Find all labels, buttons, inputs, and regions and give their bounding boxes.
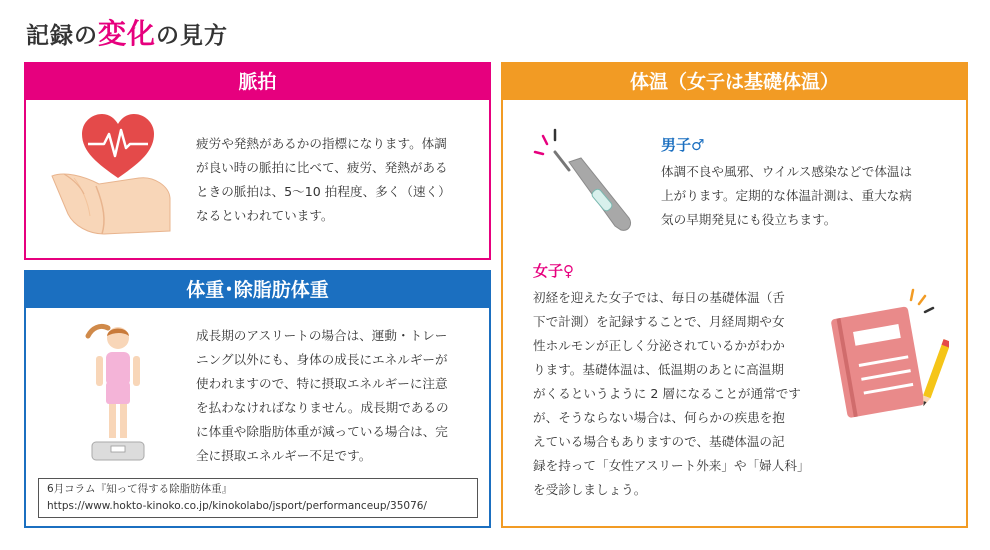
title-highlight: 変化	[98, 17, 157, 50]
girl-label: 女子♀	[533, 262, 574, 280]
temperature-heading: 体温（女子は基礎体温）	[503, 64, 966, 100]
weight-text-line: 使われますので、特に摂取エネルギーに注意	[196, 376, 448, 391]
temperature-panel	[501, 62, 968, 528]
girl-text-line: ります。基礎体温は、低温期のあとに高温期	[533, 362, 784, 377]
reference-note	[38, 478, 478, 518]
girl-text-line: 録を持って「女性アスリート外来」や「婦人科」	[533, 458, 810, 473]
girl-text-line: 性ホルモンが正しく分泌されているかがわか	[533, 338, 785, 353]
weight-text-line: に体重や除脂肪体重が減っている場合は、完	[196, 424, 448, 439]
notebook-pencil-icon	[829, 284, 949, 424]
girl-text-line: 下で計測）を記録することで、月経周期や女	[533, 314, 785, 329]
weight-panel	[24, 270, 491, 528]
reference-title: 6月コラム『知って得する除脂肪体重』	[47, 483, 233, 495]
boy-text-line: 気の早期発見にも役立ちます。	[661, 212, 837, 227]
pulse-text-line: なるといわれています。	[196, 208, 334, 223]
girl-text-line: が、そうならない場合は、何らかの疾患を抱	[533, 410, 785, 425]
title-prefix: 記録の	[26, 23, 98, 49]
pulse-text-line: ときの脈拍は、5〜10 拍程度、多く（速く）	[196, 184, 451, 199]
girl-text-line: がくるというように 2 層になることが通常です	[533, 386, 801, 401]
title-suffix: の見方	[156, 23, 229, 49]
weight-text-line: ニング以外にも、身体の成長にエネルギーが	[196, 352, 448, 367]
pulse-heading: 脈拍	[26, 64, 489, 100]
weight-heading: 体重･除脂肪体重	[26, 272, 489, 308]
reference-url[interactable]: https://www.hokto-kinoko.co.jp/kinokolabo/jsport/performanceup/35076/	[47, 500, 427, 512]
boy-text-line: 上がります。定期的な体温計測は、重大な病	[661, 188, 912, 203]
pulse-panel	[24, 62, 491, 260]
pulse-text-line: 疲労や発熱があるかの指標になります。体調	[196, 136, 447, 151]
girl-text-line: えている場合もありますので、基礎体温の記	[533, 434, 785, 449]
thermometer-icon	[529, 126, 639, 236]
girl-on-scale-icon	[78, 320, 158, 468]
weight-text-line: 成長期のアスリートの場合は、運動・トレー	[196, 328, 448, 343]
weight-text-line: を払わなければなりません。成長期であるの	[196, 400, 449, 415]
heart-pulse-icon	[78, 112, 158, 182]
pulse-text-line: が良い時の脈拍に比べて、疲労、発熱がある	[196, 160, 448, 175]
boy-label: 男子♂	[661, 136, 705, 154]
boy-text-line: 体調不良や風邪、ウイルス感染などで体温は	[661, 164, 913, 179]
page-title	[26, 12, 228, 52]
girl-text-line: 初経を迎えた女子では、毎日の基礎体温（舌	[533, 290, 785, 305]
girl-text-line: を受診しましょう。	[533, 482, 647, 497]
weight-text-line: 全に摂取エネルギー不足です。	[196, 448, 372, 463]
